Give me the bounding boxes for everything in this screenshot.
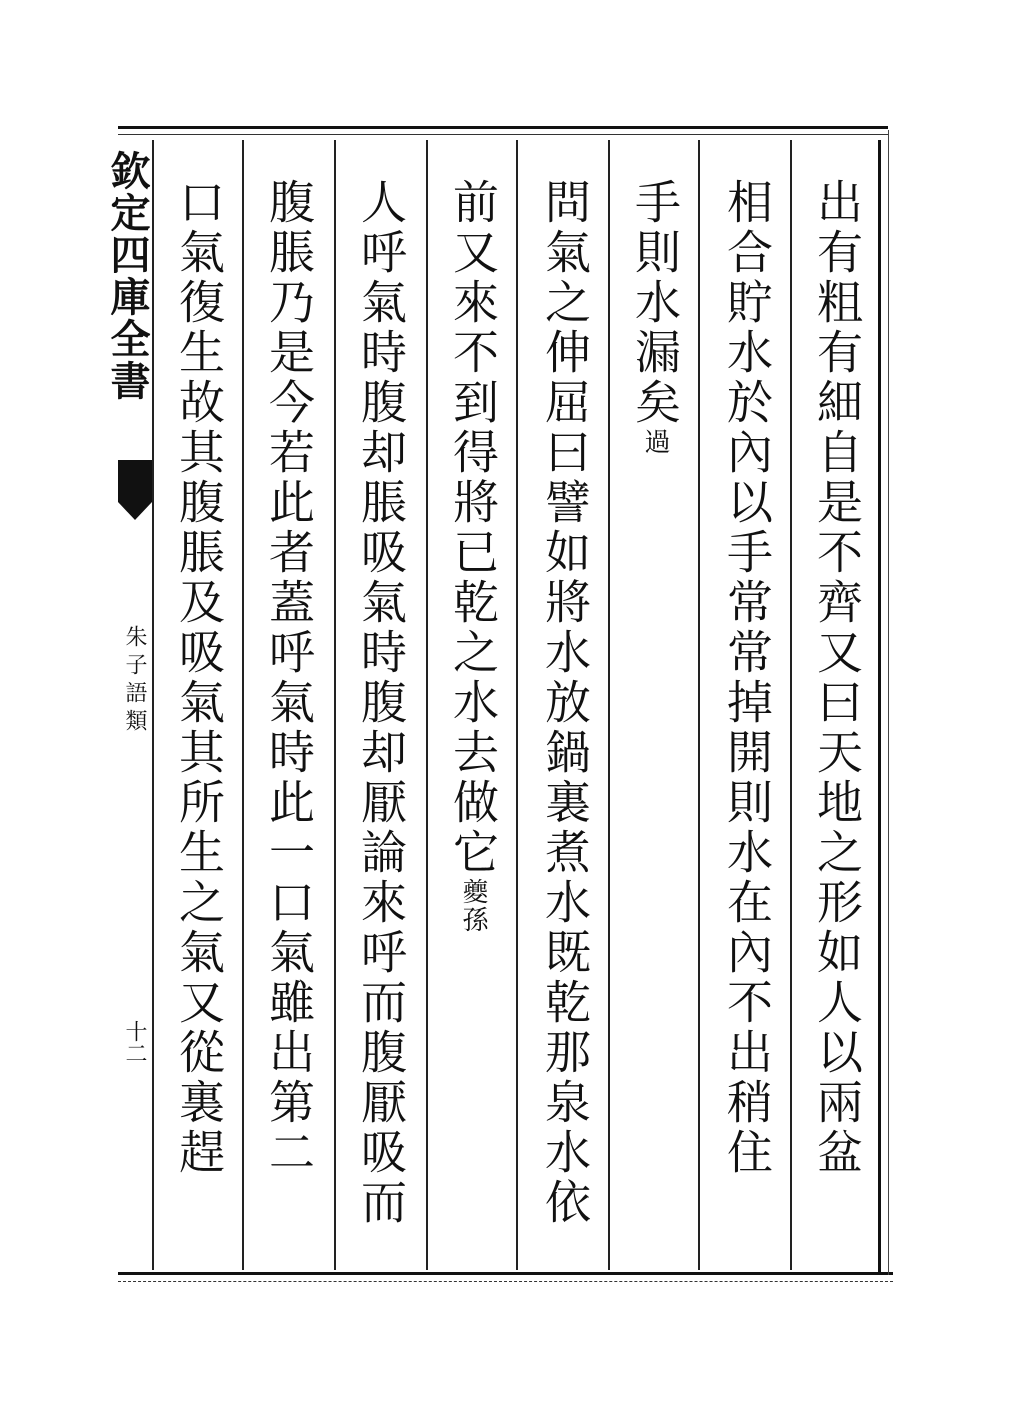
column-rule	[516, 140, 518, 1270]
frame-bottom-border	[118, 1272, 893, 1275]
column-main-text: 問氣之伸屈曰譬如將水放鍋裏煮水既乾那泉水依	[538, 178, 592, 1228]
column-rule	[698, 140, 700, 1270]
column-note: 夔孫	[458, 878, 488, 934]
frame-top-border	[118, 126, 888, 129]
text-column-2	[716, 178, 778, 1268]
column-rule	[790, 140, 792, 1270]
frame-right-border	[878, 140, 881, 1272]
frame-top-inner-border	[118, 134, 888, 135]
text-column-6	[350, 178, 412, 1268]
column-rule	[608, 140, 610, 1270]
frame-right-outer-border	[888, 130, 889, 1275]
text-column-1	[806, 178, 868, 1268]
column-rule	[426, 140, 428, 1270]
column-main-text: 出有粗有細自是不齊又曰天地之形如人以兩盆	[810, 178, 864, 1178]
text-column-4	[534, 178, 596, 1268]
frame-bottom-inner-border	[118, 1281, 893, 1282]
section-title: 朱子語類	[122, 625, 147, 737]
fishtail-mark	[118, 460, 152, 520]
column-main-text: 口氣復生故其腹脹及吸氣其所生之氣又從裏趕	[172, 178, 226, 1178]
text-column-3	[624, 178, 686, 1268]
book-title: 欽定四庫全書	[104, 150, 151, 402]
column-rule	[334, 140, 336, 1270]
column-main-text: 腹脹乃是今若此者蓋呼氣時此一口氣雖出第二	[262, 178, 316, 1178]
column-rule	[242, 140, 244, 1270]
text-column-7	[258, 178, 320, 1268]
column-main-text: 手則水漏矣	[628, 178, 682, 428]
column-main-text: 前又來不到得將已乾之水去做它	[446, 178, 500, 878]
column-main-text: 人呼氣時腹却脹吸氣時腹却厭論來呼而腹厭吸而	[354, 178, 408, 1228]
text-column-5	[442, 178, 504, 1268]
text-column-8	[168, 178, 230, 1268]
column-main-text: 相合貯水於內以手常常掉開則水在內不出稍住	[720, 178, 774, 1178]
column-note: 過	[640, 428, 670, 456]
page-number: 十二	[122, 1020, 147, 1064]
margin-rule	[152, 140, 154, 1270]
